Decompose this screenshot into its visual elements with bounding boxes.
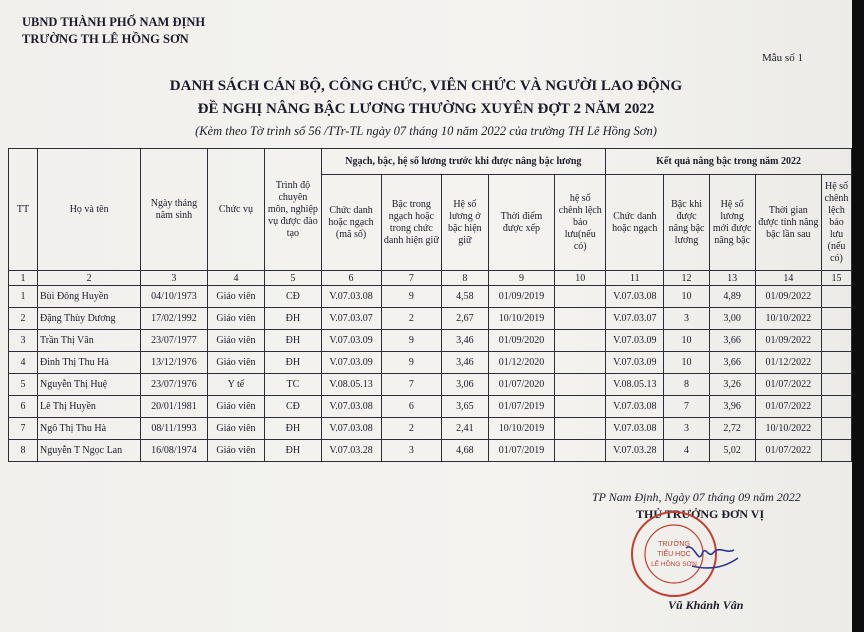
group-header-result: Kết quả nâng bậc trong năm 2022 [606, 149, 852, 175]
cell-new-grade: 3 [664, 418, 709, 440]
cell-new-title: V.07.03.08 [606, 418, 664, 440]
cell-tt: 5 [9, 374, 38, 396]
cell-new-reserve-diff [822, 330, 852, 352]
signing-date: TP Nam Định, Ngày 07 tháng 09 năm 2022 [592, 490, 801, 504]
cell-position: Giáo viên [207, 418, 265, 440]
column-number: 9 [488, 271, 555, 286]
official-seal [628, 508, 740, 600]
cell-grade: 9 [381, 352, 441, 374]
cell-new-reserve-diff [822, 396, 852, 418]
cell-new-reserve-diff [822, 308, 852, 330]
cell-new-coefficient: 2,72 [709, 418, 755, 440]
cell-new-title: V.07.03.09 [606, 352, 664, 374]
cell-date-set: 01/07/2019 [488, 396, 555, 418]
column-number: 10 [555, 271, 606, 286]
cell-date-set: 01/09/2020 [488, 330, 555, 352]
cell-reserve-diff [555, 352, 606, 374]
document-title-line-2: ĐỀ NGHỊ NÂNG BẬC LƯƠNG THƯỜNG XUYÊN ĐỢT 2 NĂM 2022 [197, 101, 655, 117]
cell-name: Nguyễn Thị Huệ [38, 374, 141, 396]
cell-coefficient: 3,65 [442, 396, 489, 418]
cell-tt: 8 [9, 440, 38, 462]
column-number: 4 [207, 271, 265, 286]
cell-next-date: 10/10/2022 [755, 308, 821, 330]
cell-position: Giáo viên [207, 396, 265, 418]
form-number: Mẫu số 1 [762, 52, 803, 64]
cell-next-date: 10/10/2022 [755, 418, 821, 440]
column-number: 13 [709, 271, 755, 286]
cell-new-reserve-diff [822, 440, 852, 462]
table-row [9, 330, 852, 352]
column-number: 14 [755, 271, 821, 286]
cell-birthdate: 23/07/1977 [141, 330, 207, 352]
column-number: 2 [38, 271, 141, 286]
cell-tt: 7 [9, 418, 38, 440]
cell-title-code: V.07.03.09 [321, 330, 381, 352]
col-header-name: Họ và tên [38, 149, 141, 271]
col-header-new-title: Chức danh hoặc ngạch [606, 175, 664, 271]
cell-next-date: 01/09/2022 [755, 286, 821, 308]
cell-title-code: V.07.03.08 [321, 396, 381, 418]
cell-new-grade: 4 [664, 440, 709, 462]
column-number: 7 [381, 271, 441, 286]
salary-table [8, 148, 852, 462]
cell-qualification: CĐ [265, 286, 321, 308]
cell-grade: 7 [381, 374, 441, 396]
cell-name: Trần Thị Vân [38, 330, 141, 352]
col-header-new-coefficient: Hệ số lương mới được nâng bậc [709, 175, 755, 271]
cell-reserve-diff [555, 374, 606, 396]
cell-new-coefficient: 3,00 [709, 308, 755, 330]
col-header-coefficient: Hệ số lương ở bậc hiện giữ [442, 175, 489, 271]
cell-grade: 3 [381, 440, 441, 462]
column-number: 12 [664, 271, 709, 286]
table-body [9, 286, 852, 462]
cell-birthdate: 23/07/1976 [141, 374, 207, 396]
cell-reserve-diff [555, 308, 606, 330]
cell-qualification: ĐH [265, 308, 321, 330]
cell-new-grade: 10 [664, 330, 709, 352]
cell-date-set: 01/07/2020 [488, 374, 555, 396]
cell-position: Giáo viên [207, 286, 265, 308]
cell-next-date: 01/09/2022 [755, 330, 821, 352]
column-number: 15 [822, 271, 852, 286]
table-header-row-1 [9, 149, 852, 175]
cell-reserve-diff [555, 396, 606, 418]
cell-birthdate: 20/01/1981 [141, 396, 207, 418]
cell-date-set: 10/10/2019 [488, 418, 555, 440]
col-header-date-set: Thời điểm được xếp [488, 175, 555, 271]
cell-next-date: 01/07/2022 [755, 440, 821, 462]
cell-new-grade: 8 [664, 374, 709, 396]
cell-birthdate: 04/10/1973 [141, 286, 207, 308]
cell-position: Giáo viên [207, 440, 265, 462]
document-subtitle: (Kèm theo Tờ trình số 56 /TTr-TL ngày 07 tháng 10 năm 2022 của trường TH Lê Hồng Sơn) [195, 124, 657, 138]
cell-date-set: 10/10/2019 [488, 308, 555, 330]
cell-tt: 2 [9, 308, 38, 330]
cell-date-set: 01/12/2020 [488, 352, 555, 374]
cell-new-title: V.07.03.07 [606, 308, 664, 330]
table-row [9, 418, 852, 440]
col-header-new-grade: Bậc khi được nâng bậc lương [664, 175, 709, 271]
cell-new-coefficient: 4,89 [709, 286, 755, 308]
cell-reserve-diff [555, 418, 606, 440]
col-header-position: Chức vụ [207, 149, 265, 271]
cell-tt: 1 [9, 286, 38, 308]
column-number-row [9, 271, 852, 286]
org-line-1: UBND THÀNH PHỐ NAM ĐỊNH [22, 15, 206, 29]
seal-text-line-3: LÊ HỒNG SƠN [651, 561, 697, 568]
cell-name: Đặng Thùy Dương [38, 308, 141, 330]
cell-title-code: V.08.05.13 [321, 374, 381, 396]
table-row [9, 440, 852, 462]
cell-reserve-diff [555, 440, 606, 462]
col-header-reserve-diff: hệ số chênh lệch bảo lưu(nếu có) [555, 175, 606, 271]
cell-new-coefficient: 3,66 [709, 352, 755, 374]
seal-text-line-1: TRƯỜNG [658, 541, 690, 548]
cell-position: Giáo viên [207, 352, 265, 374]
cell-name: Nguyễn T Ngọc Lan [38, 440, 141, 462]
cell-grade: 9 [381, 286, 441, 308]
cell-qualification: ĐH [265, 330, 321, 352]
cell-new-grade: 10 [664, 286, 709, 308]
column-number: 3 [141, 271, 207, 286]
col-header-qualification: Trình độ chuyên môn, nghiệp vụ được đào tạo [265, 149, 321, 271]
cell-name: Bùi Đông Huyền [38, 286, 141, 308]
issuing-organization [22, 14, 205, 48]
cell-coefficient: 3,46 [442, 352, 489, 374]
col-header-new-reserve-diff: Hệ số chênh lệch bảo lưu (nếu có) [822, 175, 852, 271]
table-row [9, 396, 852, 418]
cell-qualification: ĐH [265, 352, 321, 374]
cell-new-title: V.07.03.09 [606, 330, 664, 352]
cell-date-set: 01/07/2019 [488, 440, 555, 462]
column-number: 1 [9, 271, 38, 286]
group-header-before: Ngạch, bậc, hệ số lương trước khi được nâng bậc lương [321, 149, 606, 175]
cell-new-reserve-diff [822, 374, 852, 396]
cell-name: Đinh Thị Thu Hà [38, 352, 141, 374]
table-row [9, 352, 852, 374]
cell-grade: 9 [381, 330, 441, 352]
cell-grade: 2 [381, 308, 441, 330]
org-line-2: TRƯỜNG TH LÊ HỒNG SƠN [22, 32, 189, 46]
cell-tt: 6 [9, 396, 38, 418]
cell-qualification: ĐH [265, 418, 321, 440]
cell-new-coefficient: 5,02 [709, 440, 755, 462]
cell-reserve-diff [555, 330, 606, 352]
document-title-line-1: DANH SÁCH CÁN BỘ, CÔNG CHỨC, VIÊN CHỨC VÀ NGƯỜI LAO ĐỘNG [169, 78, 683, 94]
cell-birthdate: 08/11/1993 [141, 418, 207, 440]
cell-position: Giáo viên [207, 330, 265, 352]
col-header-tt: TT [9, 149, 38, 271]
cell-new-reserve-diff [822, 352, 852, 374]
column-number: 5 [265, 271, 321, 286]
cell-new-reserve-diff [822, 286, 852, 308]
cell-new-title: V.07.03.28 [606, 440, 664, 462]
cell-coefficient: 4,58 [442, 286, 489, 308]
cell-tt: 4 [9, 352, 38, 374]
table-row [9, 308, 852, 330]
table-row [9, 374, 852, 396]
col-header-next-date: Thời gian được tính nâng bậc lần sau [755, 175, 821, 271]
cell-new-grade: 3 [664, 308, 709, 330]
cell-coefficient: 2,67 [442, 308, 489, 330]
col-header-birthdate: Ngày tháng năm sinh [141, 149, 207, 271]
cell-title-code: V.07.03.08 [321, 286, 381, 308]
cell-qualification: TC [265, 374, 321, 396]
cell-position: Giáo viên [207, 308, 265, 330]
cell-new-title: V.07.03.08 [606, 286, 664, 308]
cell-grade: 6 [381, 396, 441, 418]
cell-birthdate: 16/08/1974 [141, 440, 207, 462]
cell-reserve-diff [555, 286, 606, 308]
cell-coefficient: 3,06 [442, 374, 489, 396]
cell-grade: 2 [381, 418, 441, 440]
column-number: 6 [321, 271, 381, 286]
cell-title-code: V.07.03.07 [321, 308, 381, 330]
cell-title-code: V.07.03.28 [321, 440, 381, 462]
column-number: 11 [606, 271, 664, 286]
cell-name: Lê Thị Huyền [38, 396, 141, 418]
cell-new-grade: 10 [664, 352, 709, 374]
cell-date-set: 01/09/2019 [488, 286, 555, 308]
col-header-grade: Bậc trong ngạch hoặc trong chức danh hiện giữ [381, 175, 441, 271]
cell-new-coefficient: 3,96 [709, 396, 755, 418]
cell-coefficient: 4,68 [442, 440, 489, 462]
table-row [9, 286, 852, 308]
unit-head-title: THỦ TRƯỞNG ĐƠN VỊ [636, 507, 765, 521]
screen-edge [852, 0, 864, 632]
seal-text-line-2: TIỂU HỌC [657, 551, 691, 558]
cell-new-reserve-diff [822, 418, 852, 440]
cell-position: Y tế [207, 374, 265, 396]
cell-birthdate: 17/02/1992 [141, 308, 207, 330]
cell-new-grade: 7 [664, 396, 709, 418]
cell-coefficient: 3,46 [442, 330, 489, 352]
cell-new-title: V.07.03.08 [606, 396, 664, 418]
cell-coefficient: 2,41 [442, 418, 489, 440]
cell-name: Ngô Thị Thu Hà [38, 418, 141, 440]
cell-next-date: 01/12/2022 [755, 352, 821, 374]
column-number: 8 [442, 271, 489, 286]
cell-tt: 3 [9, 330, 38, 352]
cell-title-code: V.07.03.09 [321, 352, 381, 374]
cell-title-code: V.07.03.08 [321, 418, 381, 440]
cell-new-coefficient: 3,66 [709, 330, 755, 352]
cell-next-date: 01/07/2022 [755, 374, 821, 396]
col-header-title-code: Chức danh hoặc ngạch (mã số) [321, 175, 381, 271]
cell-new-title: V.08.05.13 [606, 374, 664, 396]
signer-name: Vũ Khánh Vân [668, 598, 744, 612]
cell-new-coefficient: 3,26 [709, 374, 755, 396]
cell-next-date: 01/07/2022 [755, 396, 821, 418]
cell-qualification: ĐH [265, 440, 321, 462]
cell-birthdate: 13/12/1976 [141, 352, 207, 374]
cell-qualification: CĐ [265, 396, 321, 418]
